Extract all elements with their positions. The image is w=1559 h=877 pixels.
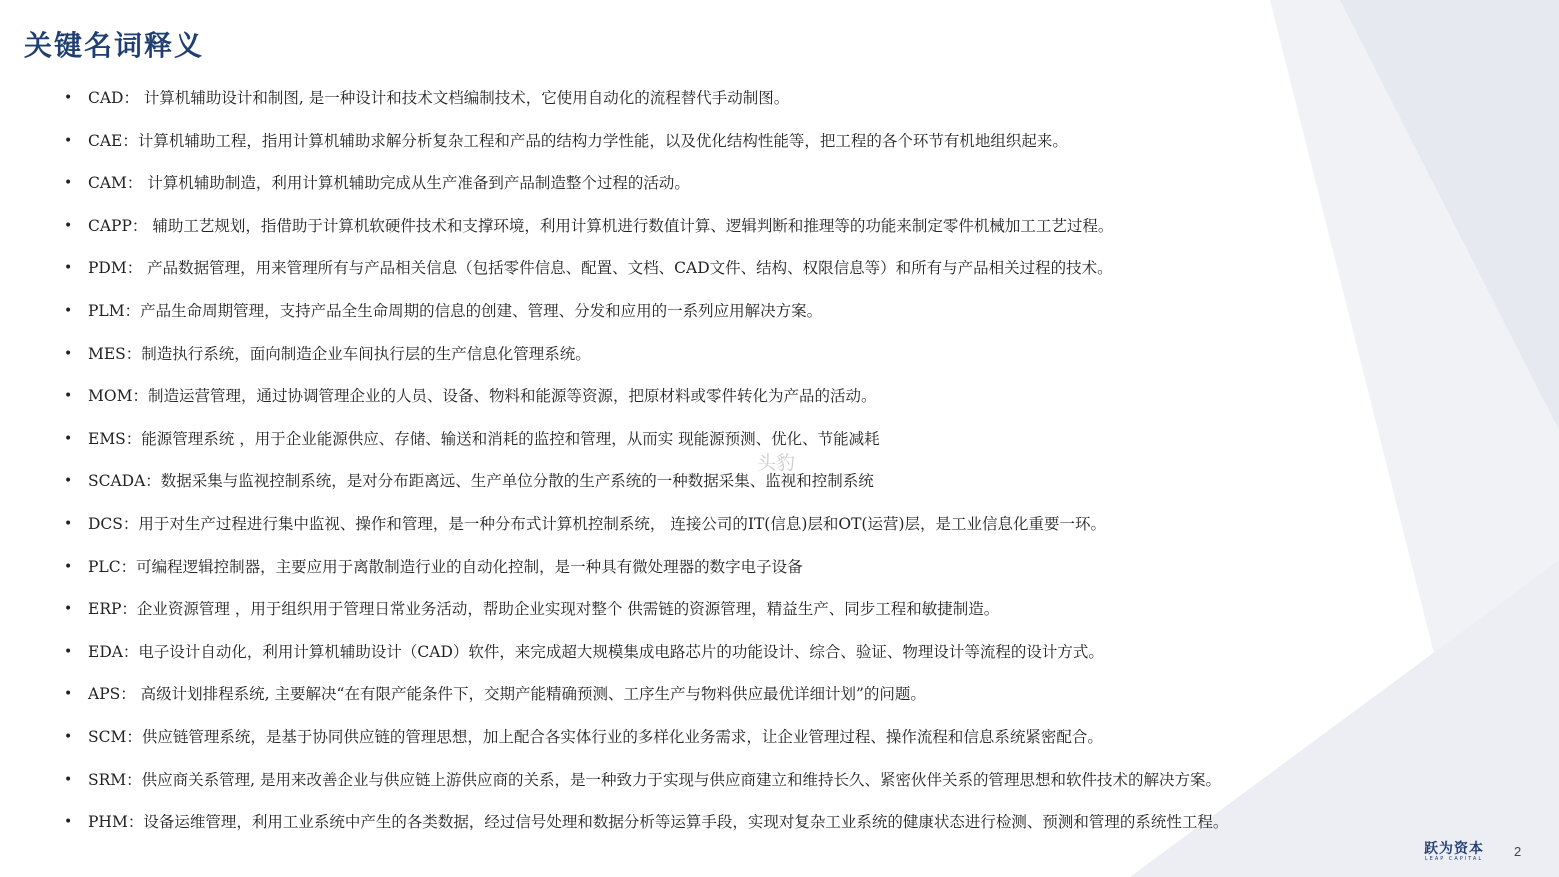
bullet: • xyxy=(64,132,73,149)
bullet: • xyxy=(64,175,73,192)
bullet: • xyxy=(64,90,73,106)
bullet: • xyxy=(64,388,73,405)
term-definition: CAM： 计算机辅助制造，利用计算机辅助完成从生产准备到产品制造整个过程的活动。 xyxy=(88,174,690,193)
logo-text-en: LEAP CAPITAL xyxy=(1424,856,1484,862)
bullet: • xyxy=(64,771,73,788)
bullet: • xyxy=(64,728,73,745)
term-definition: DCS：用于对生产过程进行集中监视、操作和管理，是一种分布式计算机控制系统， 连接公司的IT(信息)层和OT(运营)层，是工业信息化重要一环。 xyxy=(88,514,1107,533)
term-definition: SCM：供应链管理系统，是基于协同供应链的管理思想，加上配合各实体行业的多样化业务需求，让企业管理过程、操作流程和信息系统紧密配合。 xyxy=(88,727,1103,746)
bullet: • xyxy=(64,345,73,362)
page-title: 关键名词释义 xyxy=(24,29,205,62)
bullet: • xyxy=(64,601,73,618)
bullet: • xyxy=(64,686,73,703)
term-definition: MES：制造执行系统，面向制造企业车间执行层的生产信息化管理系统。 xyxy=(88,344,591,363)
bullet: • xyxy=(64,473,73,490)
term-definition: ERP：企业资源管理 ，用于组织用于管理日常业务活动，帮助企业实现对整个 供需链的资源管理，精益生产、同步工程和敏捷制造。 xyxy=(88,600,1000,619)
bullet: • xyxy=(64,302,73,319)
bullet: • xyxy=(64,643,73,660)
term-definition: CAE：计算机辅助工程，指用计算机辅助求解分析复杂工程和产品的结构力学性能，以及优化结构性能等，把工程的各个环节有机地组织起来。 xyxy=(88,131,1068,150)
bullet: • xyxy=(64,515,73,532)
term-definition: EDA：电子设计自动化，利用计算机辅助设计（CAD）软件，来完成超大规模集成电路芯片的功能设计、综合、验证、物理设计等流程的设计方式。 xyxy=(88,642,1104,661)
term-definition: APS： 高级计划排程系统, 主要解决“在有限产能条件下，交期产能精确预测、工序生产与物料供应最优详细计划”的问题。 xyxy=(88,685,926,704)
term-definition: EMS：能源管理系统 ，用于企业能源供应、存储、输送和消耗的监控和管理，从而实 现能源预测、优化、节能减耗 xyxy=(88,429,880,448)
term-definition: MOM：制造运营管理，通过协调管理企业的人员、设备、物料和能源等资源，把原材料或零件转化为产品的活动。 xyxy=(88,387,877,406)
watermark: 头豹 xyxy=(757,452,796,474)
bullet: • xyxy=(64,558,73,575)
term-definition: PLC：可编程逻辑控制器，主要应用于离散制造行业的自动化控制，是一种具有微处理器的数字电子设备 xyxy=(88,557,803,576)
bullet: • xyxy=(64,217,73,234)
page-number: 2 xyxy=(1514,844,1522,859)
term-definition: CAPP： 辅助工艺规划，指借助于计算机软硬件技术和支撑环境，利用计算机进行数值计算、逻辑判断和推理等的功能来制定零件机械加工工艺过程。 xyxy=(88,216,1114,235)
bullet: • xyxy=(64,814,73,831)
leap-capital-logo xyxy=(1424,842,1484,862)
term-definition: SCADA：数据采集与监视控制系统，是对分布距离远、生产单位分散的生产系统的一种数据采集、监视和控制系统 xyxy=(88,472,874,491)
term-definition: PDM： 产品数据管理，用来管理所有与产品相关信息（包括零件信息、配置、文档、CAD文件、结构、权限信息等）和所有与产品相关过程的技术。 xyxy=(88,259,1113,278)
bullet: • xyxy=(64,260,73,277)
term-definition: PHM：设备运维管理，利用工业系统中产生的各类数据，经过信号处理和数据分析等运算手段，实现对复杂工业系统的健康状态进行检测、预测和管理的系统性工程。 xyxy=(88,813,1229,832)
term-definition: PLM：产品生命周期管理，支持产品全生命周期的信息的创建、管理、分发和应用的一系列应用解决方案。 xyxy=(88,301,823,320)
bullet: • xyxy=(64,430,73,447)
term-definition: SRM：供应商关系管理, 是用来改善企业与供应链上游供应商的关系，是一种致力于实现与供应商建立和维持长久、紧密伙伴关系的管理思想和软件技术的解决方案。 xyxy=(88,770,1222,789)
logo-text-cn: 跃为资本 xyxy=(1424,841,1484,857)
term-definition: CAD： 计算机辅助设计和制图, 是一种设计和技术文档编制技术，它使用自动化的流程替代手动制图。 xyxy=(88,89,790,107)
